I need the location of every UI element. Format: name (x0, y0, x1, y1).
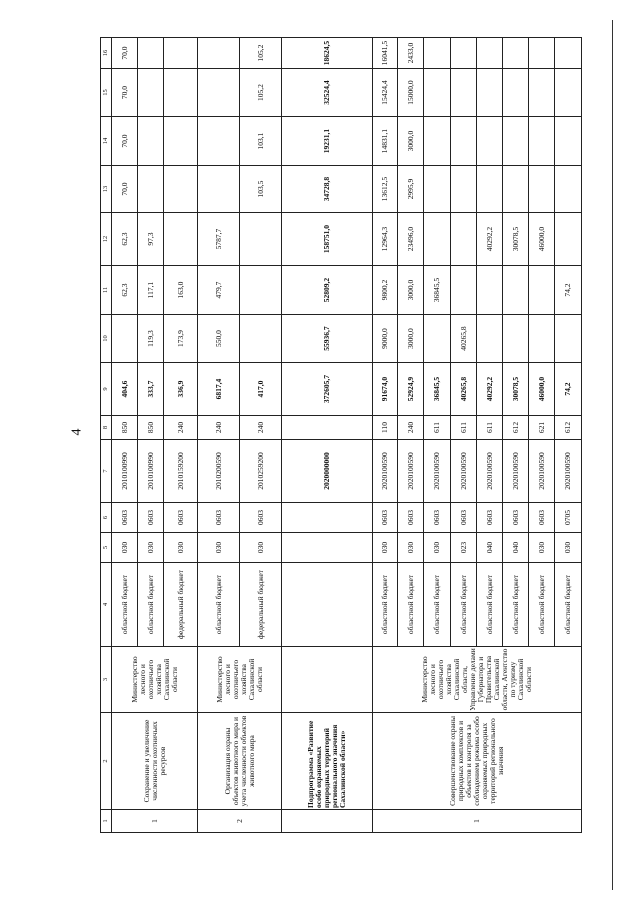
expense-type: 611 (451, 416, 477, 440)
section-code: 0603 (451, 503, 477, 533)
year-2014: 9000,0 (373, 315, 398, 363)
year-2017 (424, 166, 451, 213)
year-2017 (138, 166, 164, 213)
year-2018: 19231,1 (282, 117, 373, 166)
funding-source: областной бюджет (529, 563, 555, 647)
grbs-code: 030 (164, 533, 198, 563)
year-2016: 23496,0 (398, 213, 424, 266)
year-2015: 163,0 (164, 266, 198, 315)
year-2019 (451, 69, 477, 117)
target-article: 2020100590 (503, 440, 529, 503)
year-2018 (451, 117, 477, 166)
column-number: 13 (101, 166, 112, 213)
target-article: 2020100590 (373, 440, 398, 503)
year-2019 (198, 69, 240, 117)
year-2014 (555, 315, 582, 363)
column-number: 3 (101, 647, 112, 713)
column-number: 6 (101, 503, 112, 533)
section-code: 0603 (477, 503, 503, 533)
year-2014: 173,9 (164, 315, 198, 363)
section-code: 0603 (503, 503, 529, 533)
year-2016 (240, 213, 282, 266)
grbs-code: 023 (451, 533, 477, 563)
target-article: 2010200590 (198, 440, 240, 503)
column-number: 4 (101, 563, 112, 647)
funding-source: областной бюджет (477, 563, 503, 647)
total-amount: 74,2 (555, 363, 582, 416)
year-2016: 12964,3 (373, 213, 398, 266)
target-article: 2020100590 (451, 440, 477, 503)
year-2019: 70,0 (112, 69, 138, 117)
year-2016 (555, 213, 582, 266)
year-2017 (164, 166, 198, 213)
target-article: 2010159200 (164, 440, 198, 503)
year-2019: 15000,0 (398, 69, 424, 117)
total-amount: 91674,0 (373, 363, 398, 416)
year-2018 (424, 117, 451, 166)
expense-type: 612 (503, 416, 529, 440)
year-2015: 3000,0 (398, 266, 424, 315)
year-2014: 3000,0 (398, 315, 424, 363)
funding-source: областной бюджет (424, 563, 451, 647)
year-2017 (451, 166, 477, 213)
column-number: 8 (101, 416, 112, 440)
year-2015 (477, 266, 503, 315)
budget-table (100, 37, 582, 833)
column-number: 15 (101, 69, 112, 117)
year-2018 (138, 117, 164, 166)
funding-source (282, 563, 373, 647)
year-2017 (477, 166, 503, 213)
column-number: 5 (101, 533, 112, 563)
funding-source: областной бюджет (138, 563, 164, 647)
table-row (112, 38, 138, 833)
expense-type: 611 (477, 416, 503, 440)
year-2018: 3000,0 (398, 117, 424, 166)
expense-type: 240 (398, 416, 424, 440)
grbs-code (282, 533, 373, 563)
year-2017: 70,0 (112, 166, 138, 213)
year-2018 (198, 117, 240, 166)
year-2020 (164, 38, 198, 69)
year-2018: 14831,1 (373, 117, 398, 166)
rotated-table-container (100, 38, 581, 833)
column-number: 10 (101, 315, 112, 363)
item-name: Организация охраны объектов животного мира и учета численности объектов животного мира (198, 713, 282, 810)
year-2016: 62,3 (112, 213, 138, 266)
funding-source: областной бюджет (451, 563, 477, 647)
year-2018 (529, 117, 555, 166)
item-number: 1 (112, 810, 198, 833)
grbs-code: 040 (503, 533, 529, 563)
total-amount: 40292,2 (477, 363, 503, 416)
year-2015: 74,2 (555, 266, 582, 315)
item-number: 2 (198, 810, 282, 833)
year-2017 (555, 166, 582, 213)
year-2015 (529, 266, 555, 315)
grbs-code: 030 (240, 533, 282, 563)
year-2014 (503, 315, 529, 363)
year-2017: 2995,9 (398, 166, 424, 213)
year-2017: 13612,5 (373, 166, 398, 213)
year-2015: 479,7 (198, 266, 240, 315)
section-code: 0603 (164, 503, 198, 533)
table-row (198, 38, 240, 833)
year-2020 (503, 38, 529, 69)
table-row (282, 38, 373, 833)
column-number: 7 (101, 440, 112, 503)
header-row (101, 38, 112, 833)
year-2017 (529, 166, 555, 213)
year-2019: 105,2 (240, 69, 282, 117)
total-amount: 417,0 (240, 363, 282, 416)
section-code: 0603 (240, 503, 282, 533)
total-amount: 40265,8 (451, 363, 477, 416)
funding-source: федеральный бюджет (240, 563, 282, 647)
year-2020 (451, 38, 477, 69)
total-amount: 52924,9 (398, 363, 424, 416)
funding-source: федеральный бюджет (164, 563, 198, 647)
year-2015: 36845,5 (424, 266, 451, 315)
total-amount: 404,6 (112, 363, 138, 416)
responsible-executor: Министерство лесного и охотничьего хозяйства Сахалинской области (198, 647, 282, 713)
section-code: 0603 (373, 503, 398, 533)
column-number: 16 (101, 38, 112, 69)
responsible-executor (282, 647, 373, 713)
year-2019 (424, 69, 451, 117)
grbs-code: 030 (112, 533, 138, 563)
year-2019 (529, 69, 555, 117)
funding-source: областной бюджет (503, 563, 529, 647)
total-amount: 36845,5 (424, 363, 451, 416)
section-code: 0705 (555, 503, 582, 533)
column-number: 9 (101, 363, 112, 416)
year-2020 (555, 38, 582, 69)
year-2019 (503, 69, 529, 117)
year-2014: 40265,8 (451, 315, 477, 363)
grbs-code: 030 (529, 533, 555, 563)
funding-source: областной бюджет (555, 563, 582, 647)
year-2018 (477, 117, 503, 166)
year-2016: 158751,0 (282, 213, 373, 266)
year-2020 (198, 38, 240, 69)
responsible-executor: Министерство лесного и охотничьего хозяйства Сахалинской области, Управление делами Губернатора и Правительства Сахалинской области, Агентство по туризму Сахалинской области (373, 647, 582, 713)
column-number: 1 (101, 810, 112, 833)
year-2016 (424, 213, 451, 266)
item-number: 1 (373, 810, 582, 833)
column-number: 14 (101, 117, 112, 166)
section-code: 0603 (112, 503, 138, 533)
section-code: 0603 (529, 503, 555, 533)
year-2019 (164, 69, 198, 117)
year-2015 (451, 266, 477, 315)
section-code: 0603 (138, 503, 164, 533)
section-code: 0603 (198, 503, 240, 533)
year-2020: 2433,0 (398, 38, 424, 69)
year-2015 (503, 266, 529, 315)
year-2015: 9800,2 (373, 266, 398, 315)
year-2015 (240, 266, 282, 315)
year-2019 (138, 69, 164, 117)
total-amount: 46000,0 (529, 363, 555, 416)
year-2018 (555, 117, 582, 166)
total-amount: 30078,5 (503, 363, 529, 416)
year-2016: 5787,7 (198, 213, 240, 266)
expense-type: 850 (138, 416, 164, 440)
table-row (373, 38, 398, 833)
grbs-code: 030 (424, 533, 451, 563)
total-amount: 333,7 (138, 363, 164, 416)
year-2014 (240, 315, 282, 363)
expense-type: 240 (198, 416, 240, 440)
item-number (282, 810, 373, 833)
year-2014: 119,3 (138, 315, 164, 363)
total-amount: 336,9 (164, 363, 198, 416)
expense-type: 240 (240, 416, 282, 440)
year-2018 (503, 117, 529, 166)
year-2020 (138, 38, 164, 69)
year-2015: 52809,2 (282, 266, 373, 315)
year-2020: 18624,5 (282, 38, 373, 69)
funding-source: областной бюджет (398, 563, 424, 647)
responsible-executor: Министерство лесного и охотничьего хозяйства Сахалинской области (112, 647, 198, 713)
expense-type: 110 (373, 416, 398, 440)
target-article: 2020100590 (555, 440, 582, 503)
grbs-code: 030 (138, 533, 164, 563)
year-2017 (198, 166, 240, 213)
year-2020 (529, 38, 555, 69)
year-2017: 34728,8 (282, 166, 373, 213)
grbs-code: 040 (477, 533, 503, 563)
target-article: 2010100990 (138, 440, 164, 503)
year-2016: 40292,2 (477, 213, 503, 266)
target-article: 2010259200 (240, 440, 282, 503)
page-number: 4 (69, 428, 85, 436)
total-amount: 6817,4 (198, 363, 240, 416)
target-article: 2020100590 (477, 440, 503, 503)
year-2019 (477, 69, 503, 117)
target-article: 2020100590 (398, 440, 424, 503)
year-2014 (112, 315, 138, 363)
expense-type: 850 (112, 416, 138, 440)
section-code: 0603 (424, 503, 451, 533)
expense-type: 621 (529, 416, 555, 440)
year-2019 (555, 69, 582, 117)
year-2016: 30078,5 (503, 213, 529, 266)
year-2020: 70,0 (112, 38, 138, 69)
year-2020 (477, 38, 503, 69)
year-2016: 97,3 (138, 213, 164, 266)
year-2014 (477, 315, 503, 363)
year-2018 (164, 117, 198, 166)
year-2017: 103,5 (240, 166, 282, 213)
expense-type (282, 416, 373, 440)
funding-source: областной бюджет (373, 563, 398, 647)
year-2018: 103,1 (240, 117, 282, 166)
total-amount: 372605,7 (282, 363, 373, 416)
year-2016 (164, 213, 198, 266)
year-2014: 55936,7 (282, 315, 373, 363)
year-2020: 16041,5 (373, 38, 398, 69)
grbs-code: 030 (398, 533, 424, 563)
year-2019: 15424,4 (373, 69, 398, 117)
year-2018: 70,0 (112, 117, 138, 166)
year-2014 (529, 315, 555, 363)
section-code (282, 503, 373, 533)
year-2017 (503, 166, 529, 213)
funding-source: областной бюджет (112, 563, 138, 647)
year-2020: 105,2 (240, 38, 282, 69)
expense-type: 240 (164, 416, 198, 440)
item-name: Подпрограмма «Развитие особо охраняемых природных территорий регионального значения Сахалинской области» (282, 713, 373, 810)
column-number: 12 (101, 213, 112, 266)
target-article: 2020100590 (529, 440, 555, 503)
year-2014: 550,0 (198, 315, 240, 363)
grbs-code: 030 (373, 533, 398, 563)
year-2015: 62,3 (112, 266, 138, 315)
grbs-code: 030 (198, 533, 240, 563)
column-number: 2 (101, 713, 112, 810)
grbs-code: 030 (555, 533, 582, 563)
funding-source: областной бюджет (198, 563, 240, 647)
year-2016: 46000,0 (529, 213, 555, 266)
section-code: 0603 (398, 503, 424, 533)
footer-rule (612, 20, 613, 890)
year-2016 (451, 213, 477, 266)
year-2014 (424, 315, 451, 363)
year-2019: 32524,4 (282, 69, 373, 117)
expense-type: 612 (555, 416, 582, 440)
target-article: 2020100590 (424, 440, 451, 503)
year-2015: 117,1 (138, 266, 164, 315)
year-2020 (424, 38, 451, 69)
column-number: 11 (101, 266, 112, 315)
target-article: 2010100990 (112, 440, 138, 503)
target-article: 2020000000 (282, 440, 373, 503)
expense-type: 611 (424, 416, 451, 440)
item-name: Совершенствование охраны природных комплексов и объектов и контроля за соблюдением режима особо охраняемых природных территорий регионального значения (373, 713, 582, 810)
item-name: Сохранение и увеличение численности охотничьих ресурсов (112, 713, 198, 810)
